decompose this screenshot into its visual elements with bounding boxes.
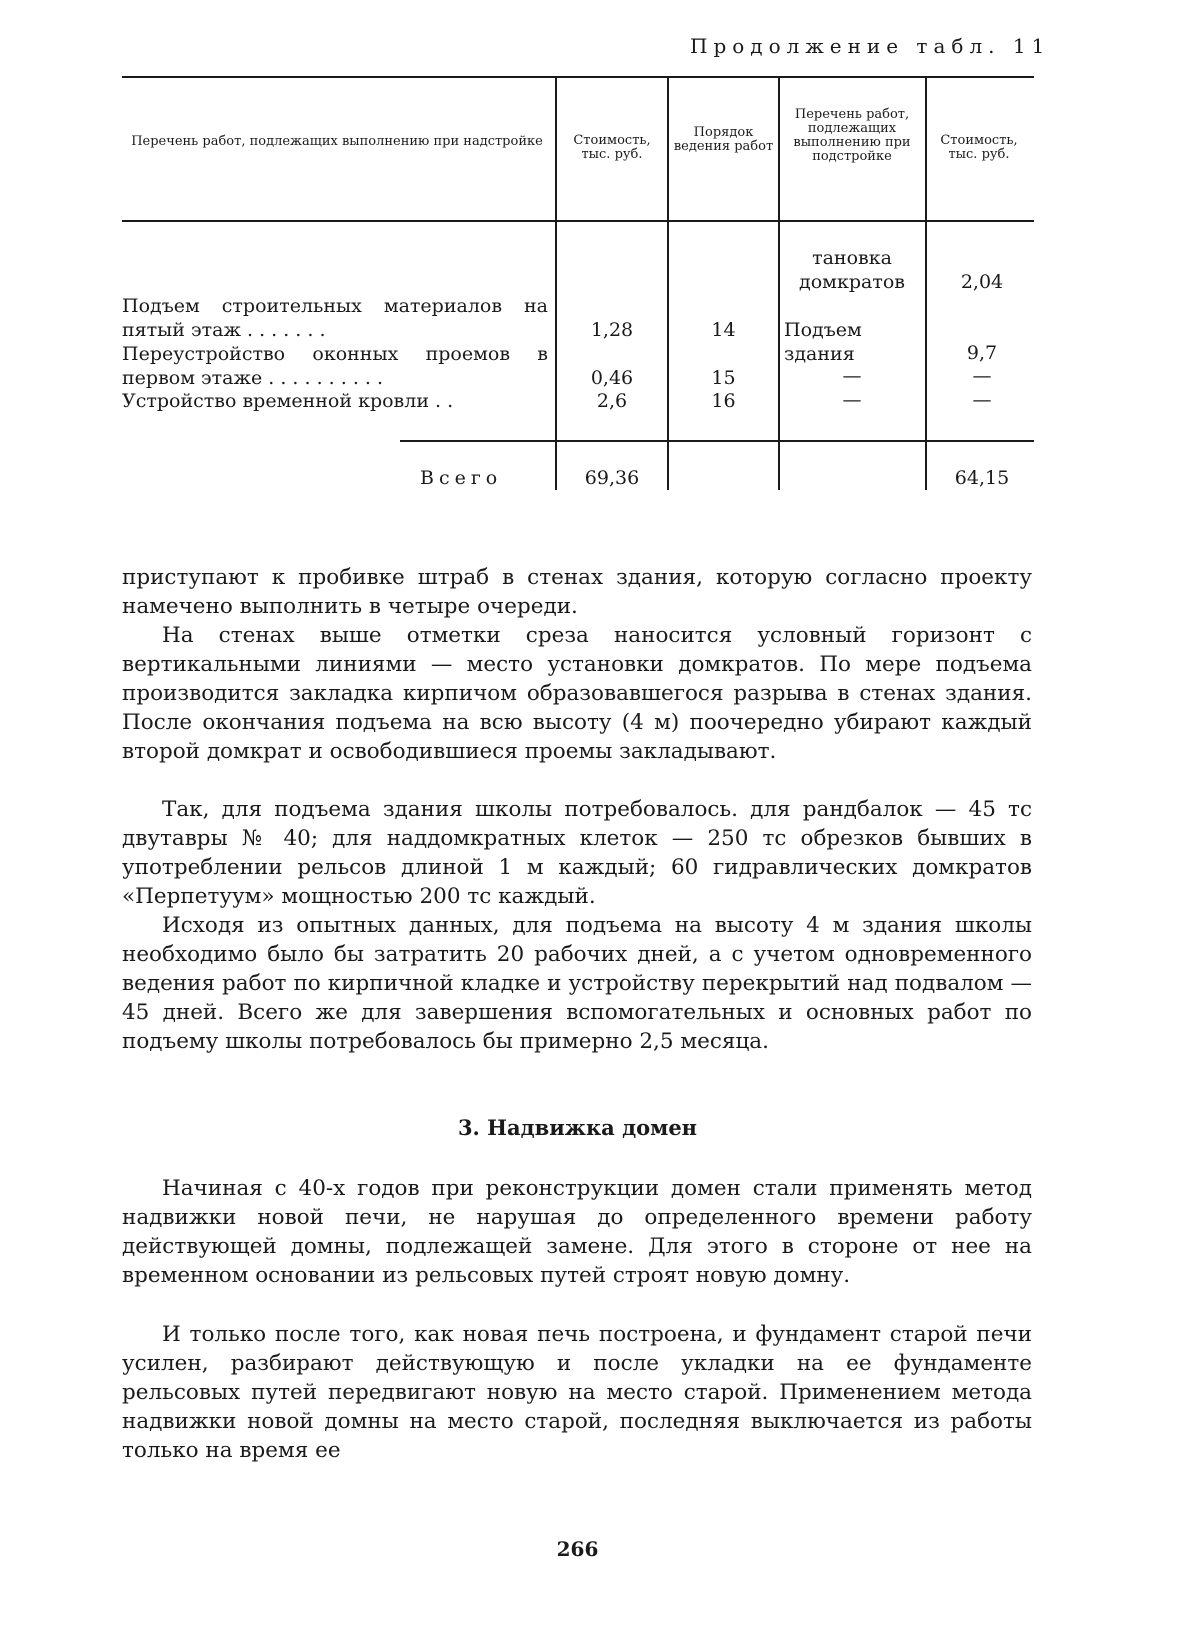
header-cost: Стоимость, тыс. руб.	[573, 133, 651, 162]
right-row-cost: —	[972, 365, 992, 387]
table-row-cost: 2,6	[596, 390, 628, 412]
total-cost: 69,36	[584, 467, 640, 489]
header-works: Перечень работ, подлежащих выполнению при надстройке	[131, 134, 543, 149]
table-row-order: 15	[711, 367, 736, 389]
right-row-work: Подъем здания	[784, 319, 862, 365]
header-cost-substructure: Стоимость, тыс. руб.	[940, 133, 1018, 162]
table-continuation-title: Продолжение табл. 11	[690, 34, 1051, 58]
table-header-rule	[122, 220, 1034, 222]
table-top-rule	[122, 76, 1034, 78]
table-row-cost: 0,46	[590, 367, 634, 389]
table-row-work: Устройство временной кровли . .	[122, 390, 454, 412]
table-col-divider-4	[925, 78, 927, 490]
right-row-work: тановка домкратов	[799, 247, 905, 293]
right-row-cost: 9,7	[966, 342, 998, 364]
header-works-substructure: Перечень работ, подлежащих выполнению при подстройке	[793, 107, 911, 164]
table-col-divider-3	[778, 78, 780, 490]
total-cost-substructure: 64,15	[954, 467, 1010, 489]
table-col-divider-2	[667, 78, 669, 490]
body-paragraph: Так, для подъема здания школы потребовалось. для рандбалок — 45 тс двутавры № 40; для наддомкратных клеток — 250 тс обрезков бывших в употреблении рельсов длиной 1 м каждый; 60 гидравлических домкратов «Перпетуум» мощностью 200 тс каждый.	[122, 797, 1032, 909]
table-row-cost: 1,28	[590, 319, 634, 341]
body-paragraph: Исходя из опытных данных, для подъема на высоту 4 м здания школы необходимо было бы затратить 20 рабочих дней, а с учетом одновременного ведения работ по кирпичной кладке и устройству перекрытий над подвалом — 45 дней. Всего же для завершения вспомогательных и основных работ по подъему школы потребовалось бы примерно 2,5 месяца.	[122, 913, 1032, 1054]
table-row-work: Переустройство оконных проемов в первом этаже . . . . . . . . . .	[122, 343, 548, 389]
section-paragraph: И только после того, как новая печь построена, и фундамент старой печи усилен, разбирают действующую и после укладки на ее фундаменте рельсовых путей передвигают новую на место старой. Применением метода надвижки новой домны на место старой, последняя выключается из работы только на время ее	[122, 1322, 1032, 1463]
right-row-cost: 2,04	[960, 271, 1004, 293]
table-row-order: 14	[711, 319, 736, 341]
header-order: Порядок ведения работ	[673, 125, 774, 154]
right-row-cost: —	[972, 389, 992, 411]
right-row-work: —	[842, 365, 862, 387]
section-heading: 3. Надвижка домен	[457, 1115, 698, 1140]
body-paragraph: приступают к пробивке штраб в стенах здания, которую согласно проекту намечено выполнить в четыре очереди.	[122, 565, 1032, 619]
section-paragraph: Начиная с 40-х годов при реконструкции домен стали применять метод надвижки новой печи, не нарушая до определенного времени работу действующей домны, подлежащей замене. Для этого в стороне от нее на временном основании из рельсовых путей строят новую домну.	[122, 1176, 1032, 1288]
table-col-divider-1	[555, 78, 557, 490]
total-label: Всего	[420, 467, 503, 489]
table-row-order: 16	[711, 390, 736, 412]
table-row-work: Подъем строительных материалов на пятый этаж . . . . . . .	[122, 295, 548, 341]
right-row-work: —	[842, 389, 862, 411]
body-paragraph: На стенах выше отметки среза наносится условный горизонт с вертикальными линиями — место установки домкратов. По мере подъема производится закладка кирпичом образовавшегося разрыва в стенах здания. После окончания подъема на всю высоту (4 м) поочередно убирают каждый второй домкрат и освободившиеся проемы закладывают.	[122, 623, 1032, 764]
page-number: 266	[556, 1537, 599, 1561]
table-total-rule	[400, 440, 1034, 442]
